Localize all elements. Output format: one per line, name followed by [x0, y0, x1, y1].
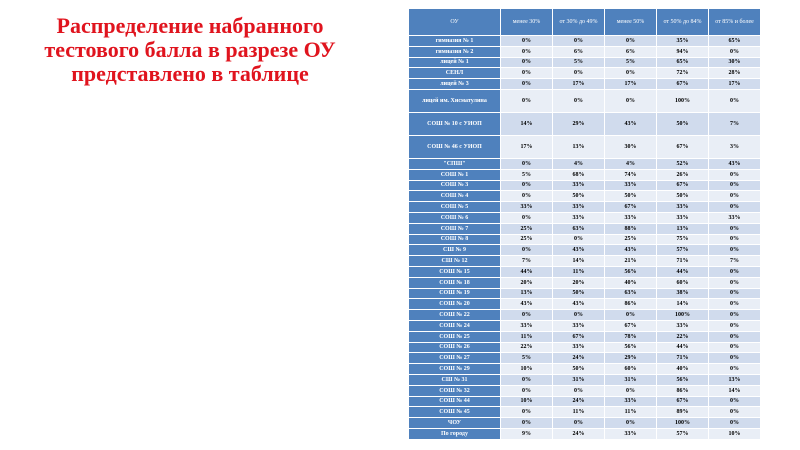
percent-cell: 33%	[657, 202, 709, 213]
percent-cell: 24%	[553, 353, 605, 364]
percent-cell: 0%	[709, 418, 761, 429]
percent-cell: 43%	[709, 158, 761, 169]
school-name-cell: СОШ № 25	[409, 331, 501, 342]
percent-cell: 22%	[501, 342, 553, 353]
percent-cell: 68%	[553, 169, 605, 180]
percent-cell: 0%	[553, 68, 605, 79]
percent-cell: 100%	[657, 89, 709, 112]
table-row	[409, 158, 761, 169]
percent-cell: 63%	[605, 288, 657, 299]
percent-cell: 75%	[657, 234, 709, 245]
percent-cell: 33%	[605, 396, 657, 407]
percent-cell: 0%	[553, 385, 605, 396]
school-name-cell: СОШ № 8	[409, 234, 501, 245]
percent-cell: 0%	[709, 89, 761, 112]
percent-cell: 0%	[501, 407, 553, 418]
percent-cell: 0%	[501, 57, 553, 68]
table-row	[409, 396, 761, 407]
percent-cell: 65%	[709, 36, 761, 47]
percent-cell: 0%	[709, 223, 761, 234]
percent-cell: 11%	[553, 266, 605, 277]
percent-cell: 31%	[553, 374, 605, 385]
percent-cell: 7%	[709, 112, 761, 135]
table-header-row	[409, 9, 761, 36]
percent-cell: 35%	[657, 36, 709, 47]
percent-cell: 25%	[605, 234, 657, 245]
table-row	[409, 223, 761, 234]
school-name-cell: СОШ № 15	[409, 266, 501, 277]
percent-cell: 24%	[553, 428, 605, 439]
percent-cell: 24%	[553, 396, 605, 407]
percent-cell: 40%	[657, 364, 709, 375]
percent-cell: 0%	[709, 407, 761, 418]
header-less-30: менее 30%	[501, 9, 553, 36]
percent-cell: 14%	[657, 299, 709, 310]
school-name-cell: СОШ № 18	[409, 277, 501, 288]
percent-cell: 13%	[657, 223, 709, 234]
table-row	[409, 407, 761, 418]
percent-cell: 0%	[501, 374, 553, 385]
percent-cell: 67%	[657, 79, 709, 90]
percent-cell: 33%	[657, 320, 709, 331]
percent-cell: 11%	[605, 407, 657, 418]
percent-cell: 9%	[501, 428, 553, 439]
percent-cell: 33%	[709, 212, 761, 223]
percent-cell: 43%	[553, 299, 605, 310]
percent-cell: 0%	[709, 191, 761, 202]
percent-cell: 28%	[709, 68, 761, 79]
percent-cell: 0%	[501, 385, 553, 396]
table-row	[409, 288, 761, 299]
percent-cell: 5%	[501, 169, 553, 180]
percent-cell: 40%	[605, 277, 657, 288]
percent-cell: 29%	[605, 353, 657, 364]
percent-cell: 17%	[501, 135, 553, 158]
percent-cell: 20%	[501, 277, 553, 288]
percent-cell: 71%	[657, 353, 709, 364]
school-name-cell: СШ № 31	[409, 374, 501, 385]
percent-cell: 6%	[553, 46, 605, 57]
percent-cell: 0%	[553, 234, 605, 245]
percent-cell: 86%	[605, 299, 657, 310]
percent-cell: 13%	[501, 288, 553, 299]
school-name-cell: СОШ № 46 с УИОП	[409, 135, 501, 158]
percent-cell: 11%	[553, 407, 605, 418]
table-row	[409, 57, 761, 68]
table-row	[409, 428, 761, 439]
percent-cell: 33%	[657, 212, 709, 223]
percent-cell: 0%	[501, 310, 553, 321]
percent-cell: 0%	[501, 68, 553, 79]
slide-title: Распределение набранного тестового балла в разрезе ОУ представлено в таблице	[44, 13, 336, 86]
percent-cell: 10%	[501, 364, 553, 375]
school-name-cell: СОШ № 5	[409, 202, 501, 213]
percent-cell: 56%	[657, 374, 709, 385]
percent-cell: 0%	[709, 342, 761, 353]
school-name-cell: СОШ № 10 с УИОП	[409, 112, 501, 135]
school-name-cell: СОШ № 27	[409, 353, 501, 364]
percent-cell: 3%	[709, 135, 761, 158]
school-name-cell: лицей № 1	[409, 57, 501, 68]
percent-cell: 50%	[605, 191, 657, 202]
table-row	[409, 135, 761, 158]
table-row	[409, 79, 761, 90]
school-name-cell: гимназия № 1	[409, 36, 501, 47]
percent-cell: 71%	[657, 256, 709, 267]
percent-cell: 4%	[605, 158, 657, 169]
table-row	[409, 374, 761, 385]
percent-cell: 0%	[709, 310, 761, 321]
header-85-plus: от 85% и более	[709, 9, 761, 36]
school-name-cell: СОШ № 3	[409, 180, 501, 191]
results-table-container	[408, 8, 761, 440]
percent-cell: 0%	[501, 245, 553, 256]
percent-cell: 0%	[501, 46, 553, 57]
percent-cell: 0%	[709, 245, 761, 256]
school-name-cell: По городу	[409, 428, 501, 439]
table-row	[409, 112, 761, 135]
percent-cell: 33%	[553, 342, 605, 353]
table-row	[409, 256, 761, 267]
percent-cell: 50%	[657, 191, 709, 202]
percent-cell: 30%	[709, 57, 761, 68]
percent-cell: 56%	[605, 342, 657, 353]
table-row	[409, 68, 761, 79]
school-name-cell: СОШ № 1	[409, 169, 501, 180]
percent-cell: 6%	[605, 46, 657, 57]
table-row	[409, 310, 761, 321]
percent-cell: 50%	[553, 191, 605, 202]
percent-cell: 0%	[553, 36, 605, 47]
percent-cell: 33%	[605, 212, 657, 223]
percent-cell: 0%	[605, 36, 657, 47]
percent-cell: 0%	[501, 89, 553, 112]
percent-cell: 60%	[657, 277, 709, 288]
percent-cell: 65%	[657, 57, 709, 68]
school-name-cell: СОШ № 22	[409, 310, 501, 321]
table-row	[409, 266, 761, 277]
school-name-cell: гимназия № 2	[409, 46, 501, 57]
school-name-cell: СОШ № 7	[409, 223, 501, 234]
school-name-cell: лицей им. Хисматулина	[409, 89, 501, 112]
percent-cell: 89%	[657, 407, 709, 418]
percent-cell: 33%	[553, 320, 605, 331]
percent-cell: 43%	[605, 245, 657, 256]
percent-cell: 0%	[501, 158, 553, 169]
school-name-cell: СОШ № 32	[409, 385, 501, 396]
percent-cell: 72%	[657, 68, 709, 79]
percent-cell: 33%	[501, 320, 553, 331]
percent-cell: 29%	[553, 112, 605, 135]
percent-cell: 0%	[709, 277, 761, 288]
school-name-cell: лицей № 3	[409, 79, 501, 90]
percent-cell: 31%	[605, 374, 657, 385]
percent-cell: 17%	[605, 79, 657, 90]
school-name-cell: СОШ № 26	[409, 342, 501, 353]
school-name-cell: "СПШ"	[409, 158, 501, 169]
table-row	[409, 191, 761, 202]
percent-cell: 25%	[501, 223, 553, 234]
school-name-cell: СОШ № 4	[409, 191, 501, 202]
percent-cell: 43%	[501, 299, 553, 310]
school-name-cell: СОШ № 29	[409, 364, 501, 375]
percent-cell: 0%	[605, 385, 657, 396]
school-name-cell: СОШ № 45	[409, 407, 501, 418]
percent-cell: 100%	[657, 310, 709, 321]
percent-cell: 0%	[709, 288, 761, 299]
percent-cell: 50%	[657, 112, 709, 135]
percent-cell: 0%	[501, 180, 553, 191]
percent-cell: 0%	[605, 89, 657, 112]
table-row	[409, 418, 761, 429]
percent-cell: 0%	[501, 418, 553, 429]
percent-cell: 0%	[709, 180, 761, 191]
header-school: ОУ	[409, 9, 501, 36]
percent-cell: 88%	[605, 223, 657, 234]
percent-cell: 0%	[709, 202, 761, 213]
percent-cell: 0%	[501, 36, 553, 47]
percent-cell: 74%	[605, 169, 657, 180]
school-name-cell: СШ № 9	[409, 245, 501, 256]
percent-cell: 0%	[709, 299, 761, 310]
percent-cell: 44%	[657, 266, 709, 277]
table-row	[409, 353, 761, 364]
percent-cell: 13%	[553, 135, 605, 158]
header-50-84: от 50% до 84%	[657, 9, 709, 36]
percent-cell: 5%	[605, 57, 657, 68]
percent-cell: 0%	[709, 169, 761, 180]
percent-cell: 33%	[553, 212, 605, 223]
percent-cell: 0%	[553, 418, 605, 429]
percent-cell: 0%	[709, 353, 761, 364]
percent-cell: 33%	[501, 202, 553, 213]
percent-cell: 0%	[605, 68, 657, 79]
percent-cell: 50%	[553, 288, 605, 299]
results-table	[408, 8, 761, 440]
percent-cell: 26%	[657, 169, 709, 180]
percent-cell: 21%	[605, 256, 657, 267]
percent-cell: 0%	[605, 418, 657, 429]
percent-cell: 14%	[553, 256, 605, 267]
table-row	[409, 277, 761, 288]
percent-cell: 56%	[605, 266, 657, 277]
percent-cell: 43%	[605, 112, 657, 135]
percent-cell: 57%	[657, 245, 709, 256]
percent-cell: 33%	[605, 428, 657, 439]
percent-cell: 5%	[501, 353, 553, 364]
percent-cell: 44%	[501, 266, 553, 277]
percent-cell: 14%	[709, 385, 761, 396]
school-name-cell: СОШ № 19	[409, 288, 501, 299]
percent-cell: 17%	[553, 79, 605, 90]
percent-cell: 67%	[605, 202, 657, 213]
table-row	[409, 364, 761, 375]
percent-cell: 50%	[553, 364, 605, 375]
percent-cell: 38%	[657, 288, 709, 299]
table-row	[409, 331, 761, 342]
percent-cell: 5%	[553, 57, 605, 68]
school-name-cell: СОШ № 44	[409, 396, 501, 407]
percent-cell: 30%	[605, 135, 657, 158]
percent-cell: 7%	[709, 256, 761, 267]
percent-cell: 10%	[709, 428, 761, 439]
percent-cell: 0%	[709, 364, 761, 375]
percent-cell: 13%	[709, 374, 761, 385]
percent-cell: 44%	[657, 342, 709, 353]
percent-cell: 33%	[553, 202, 605, 213]
percent-cell: 0%	[709, 396, 761, 407]
percent-cell: 0%	[605, 310, 657, 321]
table-row	[409, 245, 761, 256]
percent-cell: 78%	[605, 331, 657, 342]
percent-cell: 67%	[657, 396, 709, 407]
percent-cell: 0%	[709, 320, 761, 331]
percent-cell: 33%	[605, 180, 657, 191]
percent-cell: 17%	[709, 79, 761, 90]
percent-cell: 67%	[657, 180, 709, 191]
percent-cell: 57%	[657, 428, 709, 439]
percent-cell: 10%	[501, 396, 553, 407]
percent-cell: 0%	[709, 46, 761, 57]
table-row	[409, 342, 761, 353]
table-row	[409, 202, 761, 213]
percent-cell: 14%	[501, 112, 553, 135]
table-row	[409, 385, 761, 396]
table-row	[409, 169, 761, 180]
table-row	[409, 180, 761, 191]
percent-cell: 0%	[709, 331, 761, 342]
percent-cell: 86%	[657, 385, 709, 396]
percent-cell: 60%	[605, 364, 657, 375]
table-row	[409, 89, 761, 112]
percent-cell: 0%	[553, 310, 605, 321]
percent-cell: 0%	[501, 191, 553, 202]
percent-cell: 0%	[501, 79, 553, 90]
percent-cell: 100%	[657, 418, 709, 429]
percent-cell: 25%	[501, 234, 553, 245]
school-name-cell: ЧОУ	[409, 418, 501, 429]
percent-cell: 4%	[553, 158, 605, 169]
percent-cell: 67%	[553, 331, 605, 342]
table-row	[409, 46, 761, 57]
percent-cell: 33%	[553, 180, 605, 191]
table-row	[409, 299, 761, 310]
percent-cell: 7%	[501, 256, 553, 267]
table-row	[409, 212, 761, 223]
percent-cell: 63%	[553, 223, 605, 234]
percent-cell: 0%	[553, 89, 605, 112]
percent-cell: 67%	[605, 320, 657, 331]
percent-cell: 0%	[709, 266, 761, 277]
header-30-49: от 30% до 49%	[553, 9, 605, 36]
percent-cell: 11%	[501, 331, 553, 342]
percent-cell: 52%	[657, 158, 709, 169]
percent-cell: 94%	[657, 46, 709, 57]
percent-cell: 22%	[657, 331, 709, 342]
table-row	[409, 36, 761, 47]
header-less-50: менее 50%	[605, 9, 657, 36]
school-name-cell: СОШ № 6	[409, 212, 501, 223]
table-row	[409, 320, 761, 331]
percent-cell: 43%	[553, 245, 605, 256]
percent-cell: 67%	[657, 135, 709, 158]
percent-cell: 20%	[553, 277, 605, 288]
percent-cell: 0%	[709, 234, 761, 245]
school-name-cell: СОШ № 24	[409, 320, 501, 331]
school-name-cell: СШ № 12	[409, 256, 501, 267]
school-name-cell: СЕНЛ	[409, 68, 501, 79]
table-row	[409, 234, 761, 245]
school-name-cell: СОШ № 20	[409, 299, 501, 310]
percent-cell: 0%	[501, 212, 553, 223]
